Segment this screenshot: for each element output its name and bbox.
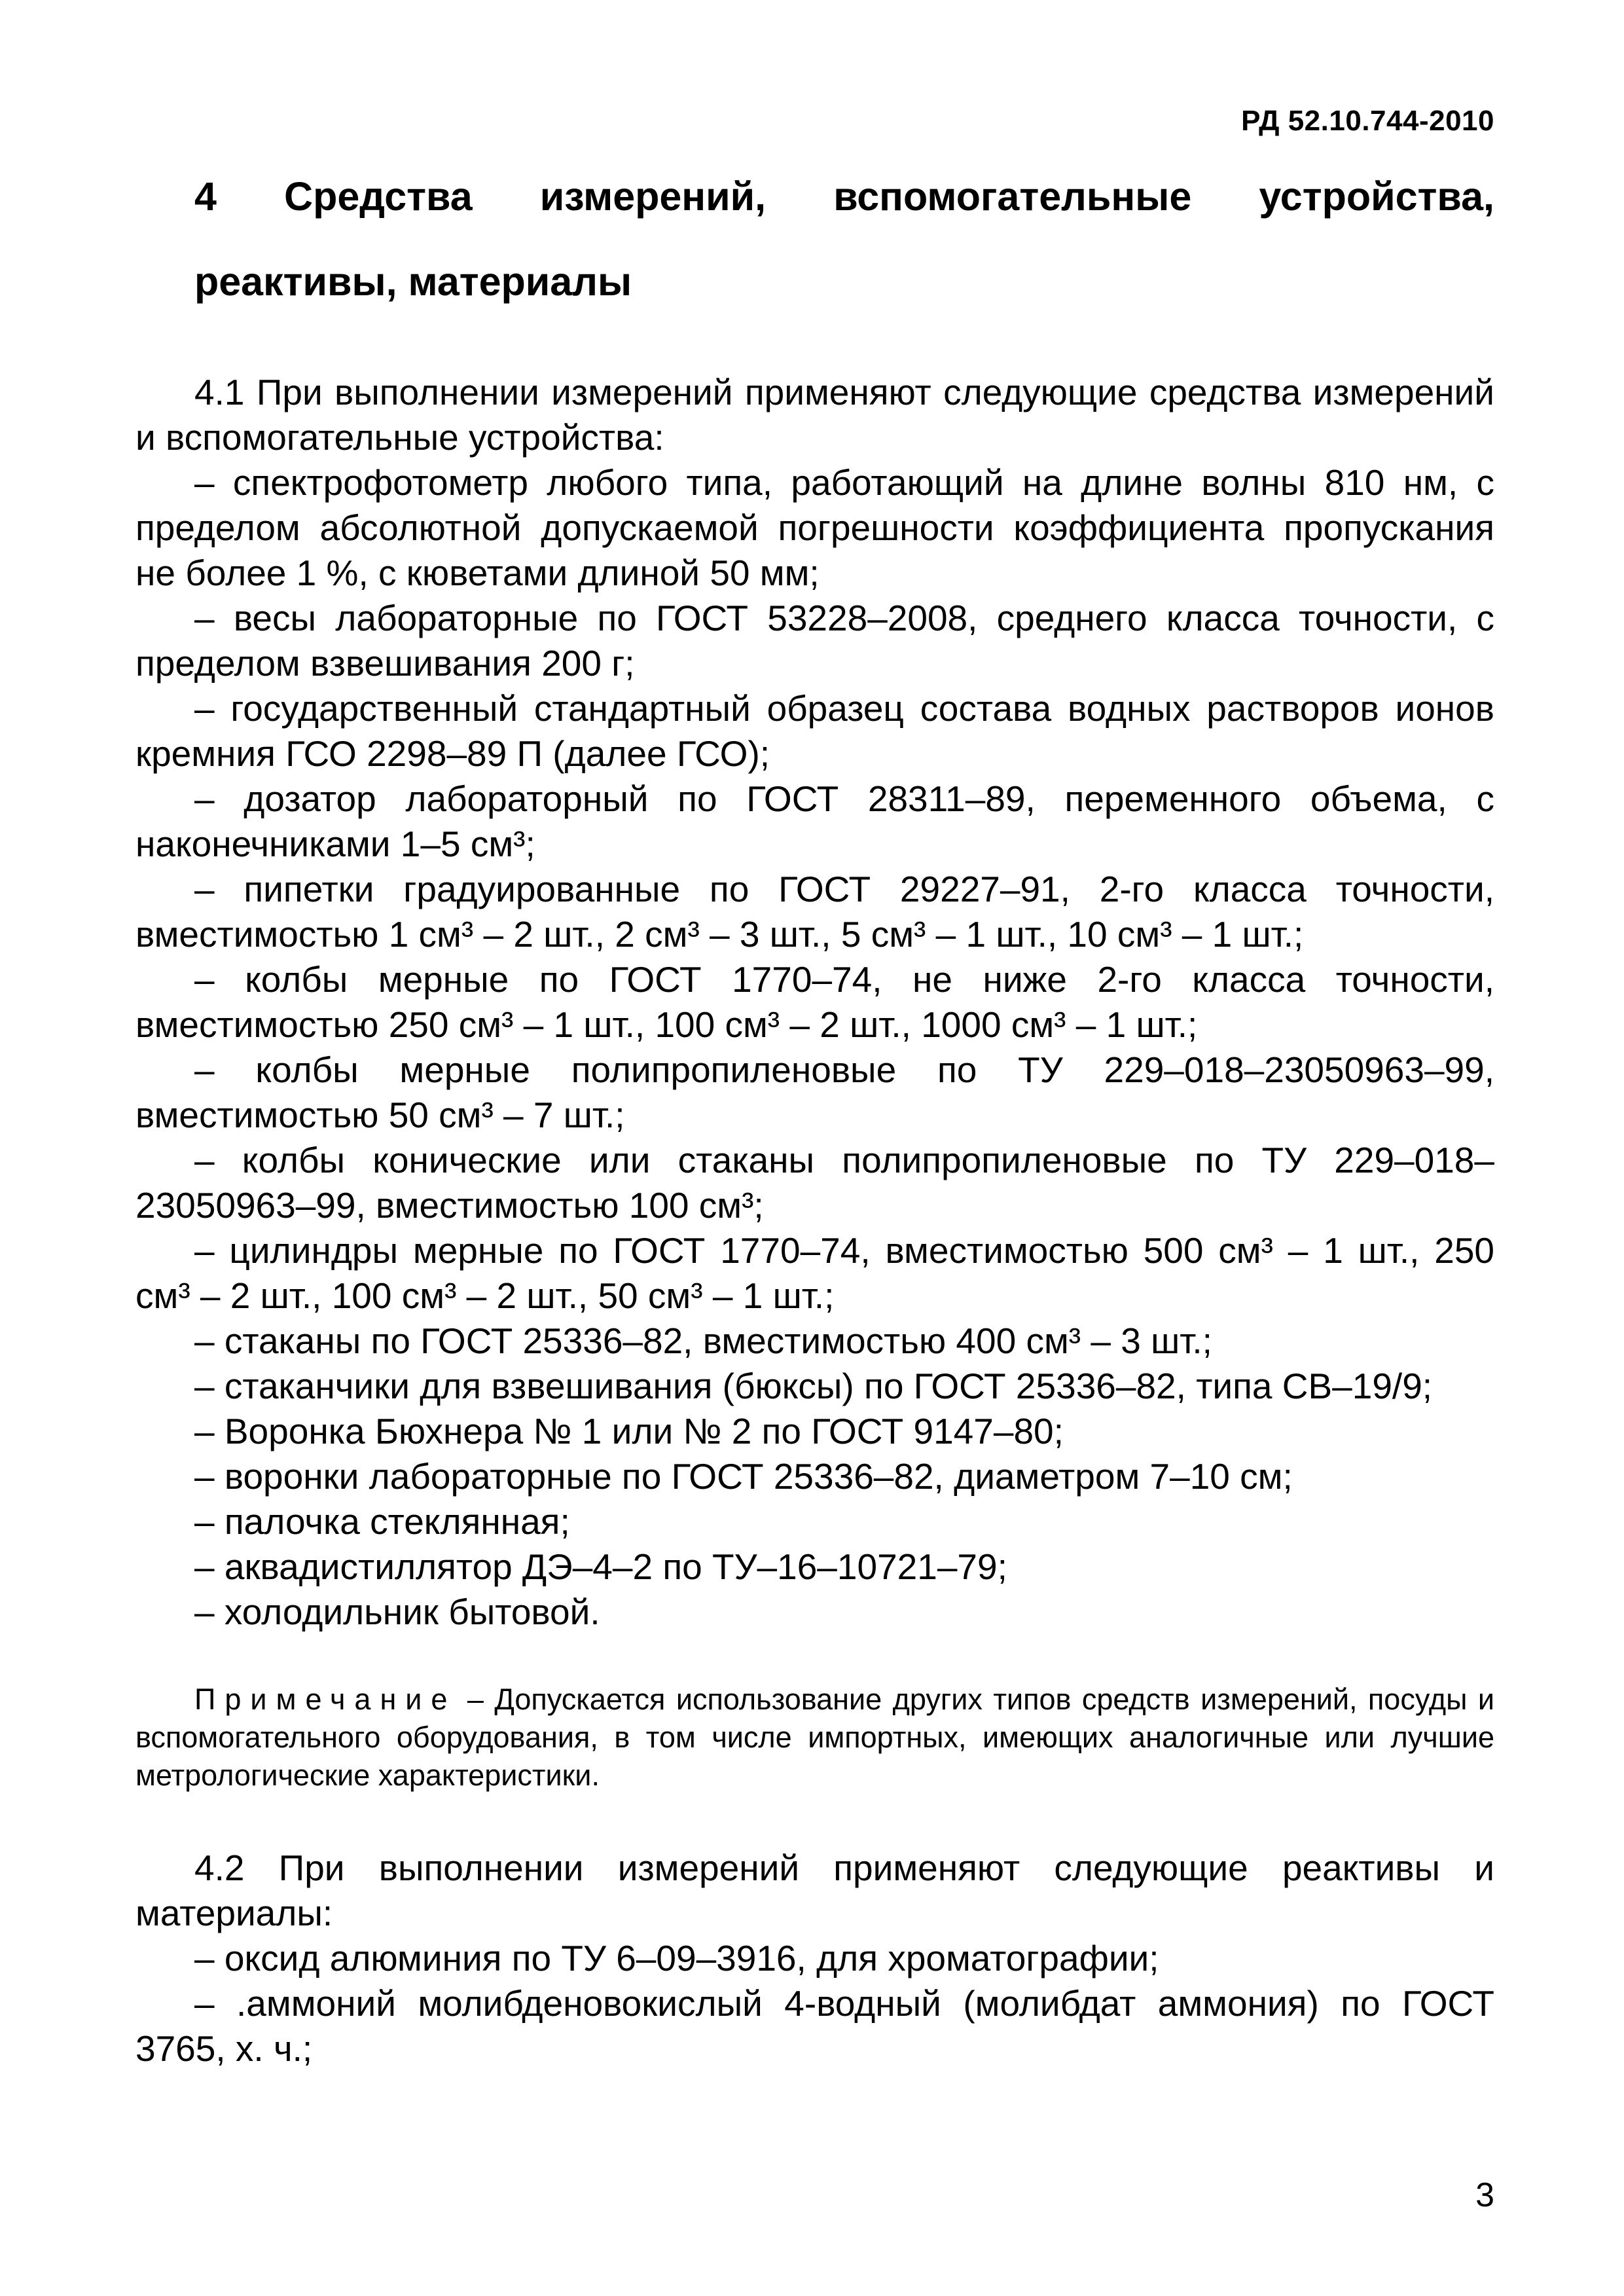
list-item: – дозатор лабораторный по ГОСТ 28311–89, переменного объема, с наконечниками 1–5 см³;	[135, 778, 1494, 864]
paragraph-4-1: 4.1 При выполнении измерений применяют следующие средства измерений и вспомогательные устройства:	[135, 372, 1494, 458]
note-label: Примечание	[194, 1683, 457, 1716]
list-item: – палочка стеклянная;	[194, 1501, 570, 1542]
document-code: РД 52.10.744-2010	[1241, 105, 1494, 137]
list-item: – государственный стандартный образец состава водных растворов ионов кремния ГСО 2298–89 П (далее ГСО);	[135, 688, 1494, 774]
list-item: – цилиндры мерные по ГОСТ 1770–74, вместимостью 500 см³ – 1 шт., 250 см³ – 2 шт., 100 см³ – 2 шт., 50 см³ – 1 шт.;	[135, 1230, 1494, 1316]
paragraph-4-2: 4.2 При выполнении измерений применяют следующие реактивы и материалы:	[135, 1848, 1494, 1933]
list-item: – спектрофотометр любого типа, работающий на длине волны 810 нм, с пределом абсолютной допускаемой погрешности коэффициента пропускания не более 1 %, с кюветами длиной 50 мм;	[135, 462, 1494, 593]
list-item: – колбы конические или стаканы полипропиленовые по ТУ 229–018–23050963–99, вместимостью 100 см³;	[135, 1140, 1494, 1226]
list-item: – весы лабораторные по ГОСТ 53228–2008, среднего класса точности, с пределом взвешивания 200 г;	[135, 598, 1494, 683]
equipment-list	[135, 460, 1494, 1635]
list-item: – колбы мерные полипропиленовые по ТУ 229–018–23050963–99, вместимостью 50 см³ – 7 шт.;	[135, 1049, 1494, 1135]
reagents-list	[135, 1936, 1494, 2071]
section-heading-line-1: 4 Средства измерений, вспомогательные устройства,	[194, 174, 1494, 219]
document-body	[135, 370, 1494, 2071]
list-item: – стаканы по ГОСТ 25336–82, вместимостью 400 см³ – 3 шт.;	[194, 1321, 1212, 1361]
list-item: – оксид алюминия по ТУ 6–09–3916, для хроматографии;	[194, 1938, 1159, 1978]
list-item: – пипетки градуированные по ГОСТ 29227–91, 2-го класса точности, вместимостью 1 см³ – 2 шт., 2 см³ – 3 шт., 5 см³ – 1 шт., 10 см³ – 1 шт.;	[135, 869, 1494, 955]
list-item: – стаканчики для взвешивания (бюксы) по ГОСТ 25336–82, типа СВ–19/9;	[194, 1366, 1433, 1406]
list-item: – холодильник бытовой.	[194, 1592, 600, 1632]
list-item: – колбы мерные по ГОСТ 1770–74, не ниже 2-го класса точности, вместимостью 250 см³ – 1 шт., 100 см³ – 2 шт., 1000 см³ – 1 шт.;	[135, 959, 1494, 1045]
list-item: – .аммоний молибденовокислый 4-водный (молибдат аммония) по ГОСТ 3765, х. ч.;	[135, 1983, 1494, 2069]
note-text: – Допускается использование других типов средств измерений, посуды и вспомогательного оборудования, в том числе импортных, имеющих аналогичные или лучшие метрологические характеристики.	[135, 1683, 1494, 1792]
list-item: – аквадистиллятор ДЭ–4–2 по ТУ–16–10721–79;	[194, 1546, 1007, 1587]
list-item: – Воронка Бюхнера № 1 или № 2 по ГОСТ 9147–80;	[194, 1411, 1064, 1451]
page-number: 3	[1475, 2176, 1494, 2214]
section-heading-line-2: реактивы, материалы	[194, 259, 632, 304]
list-item: – воронки лабораторные по ГОСТ 25336–82, диаметром 7–10 см;	[194, 1456, 1293, 1497]
note	[135, 1681, 1494, 1795]
